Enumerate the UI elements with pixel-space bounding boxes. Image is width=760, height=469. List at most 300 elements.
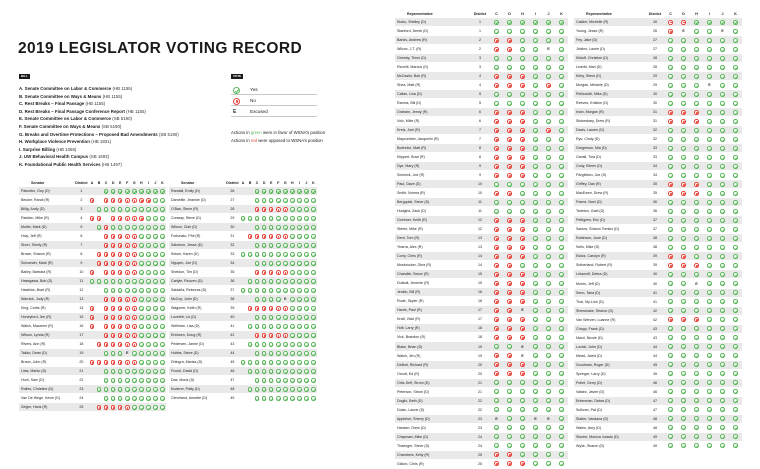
vote-cell bbox=[303, 223, 310, 232]
legislator-name: Jenkin, Bill (R) bbox=[395, 288, 470, 297]
vote-cell bbox=[124, 394, 131, 403]
vote-cell bbox=[516, 126, 529, 135]
yes-vote-icon bbox=[283, 342, 288, 347]
vote-cell bbox=[303, 313, 310, 322]
vote-cell bbox=[254, 241, 261, 250]
legislator-name: Valdez, Javier (D) bbox=[574, 387, 646, 396]
legislator-name: Entenman, Debra (D) bbox=[574, 396, 646, 405]
yes-vote-icon bbox=[720, 38, 725, 43]
vote-cell bbox=[261, 367, 268, 376]
legislator-name: Stonier, Monica Jurado (D) bbox=[574, 432, 646, 441]
vote-cell bbox=[516, 108, 529, 117]
vote-cell bbox=[289, 232, 296, 241]
yes-vote-icon bbox=[546, 281, 551, 286]
vote-cell bbox=[516, 252, 529, 261]
vote-cell bbox=[289, 241, 296, 250]
vote-cell bbox=[729, 360, 742, 369]
yes-vote-icon bbox=[559, 443, 564, 448]
vote-cell bbox=[542, 45, 555, 54]
vote-cell bbox=[247, 394, 254, 403]
vote-cell bbox=[159, 214, 166, 223]
legislator-name: Davis, Lauren (D) bbox=[574, 126, 646, 135]
yes-vote-icon bbox=[118, 378, 123, 383]
legislator-name: Dolan, Laurie (D) bbox=[395, 405, 470, 414]
vote-cell bbox=[677, 135, 690, 144]
no-vote-icon bbox=[494, 110, 499, 115]
vote-cell bbox=[247, 259, 254, 268]
vote-cell bbox=[516, 315, 529, 324]
yes-vote-icon bbox=[153, 207, 158, 212]
vote-cell bbox=[152, 322, 159, 331]
yes-vote-icon bbox=[681, 398, 686, 403]
yes-vote-icon bbox=[694, 38, 699, 43]
yes-vote-icon bbox=[139, 333, 144, 338]
vote-cell bbox=[268, 340, 275, 349]
yes-vote-icon bbox=[546, 137, 551, 142]
yes-vote-icon bbox=[681, 362, 686, 367]
yes-vote-icon bbox=[520, 38, 525, 43]
vote-cell bbox=[490, 99, 503, 108]
district-number: 29 bbox=[225, 214, 239, 223]
column-header: A bbox=[90, 180, 94, 185]
yes-vote-icon bbox=[546, 56, 551, 61]
column-header: Senator bbox=[31, 180, 45, 185]
vote-cell bbox=[117, 322, 124, 331]
no-vote-icon bbox=[90, 306, 95, 311]
yes-vote-icon bbox=[104, 351, 109, 356]
vote-cell bbox=[239, 376, 246, 385]
no-vote-icon bbox=[694, 317, 699, 322]
yes-vote-icon bbox=[720, 182, 725, 187]
vote-cell bbox=[677, 369, 690, 378]
vote-cell bbox=[703, 135, 716, 144]
no-vote-icon bbox=[248, 234, 253, 239]
vote-cell bbox=[490, 27, 503, 36]
vote-cell bbox=[529, 396, 542, 405]
vote-cell bbox=[268, 367, 275, 376]
legislator-name: Orwall, Tina (D) bbox=[574, 153, 646, 162]
vote-cell bbox=[96, 286, 103, 295]
yes-vote-icon bbox=[720, 443, 725, 448]
bill-name: Senate Committee on Labor & Commerce bbox=[24, 116, 112, 122]
vote-cell bbox=[96, 187, 103, 196]
district-number: 3 bbox=[470, 54, 490, 63]
vote-cell bbox=[516, 270, 529, 279]
vote-cell bbox=[664, 234, 677, 243]
vote-cell bbox=[555, 459, 568, 468]
yes-vote-icon bbox=[520, 92, 525, 97]
vote-cell bbox=[103, 358, 110, 367]
yes-vote-icon bbox=[255, 351, 260, 356]
yes-vote-icon bbox=[707, 353, 712, 358]
legislator-row bbox=[574, 162, 742, 171]
yes-vote-icon bbox=[290, 342, 295, 347]
legislator-name: Caldier, Michelle (R) bbox=[574, 18, 646, 27]
vote-cell bbox=[124, 376, 131, 385]
yes-vote-icon bbox=[720, 92, 725, 97]
no-vote-icon bbox=[132, 315, 137, 320]
vote-cell bbox=[703, 288, 716, 297]
yes-vote-icon bbox=[546, 74, 551, 79]
vote-cell bbox=[88, 277, 95, 286]
column-header: D bbox=[262, 180, 266, 185]
yes-vote-icon bbox=[118, 369, 123, 374]
no-vote-icon bbox=[668, 254, 673, 259]
vote-cell bbox=[303, 322, 310, 331]
vote-cell bbox=[690, 423, 703, 432]
vote-cell bbox=[152, 223, 159, 232]
yes-vote-icon bbox=[707, 407, 712, 412]
no-vote-icon bbox=[125, 234, 130, 239]
legislator-row bbox=[19, 259, 166, 268]
vote-cell bbox=[159, 277, 166, 286]
vote-cell bbox=[529, 54, 542, 63]
yes-vote-icon bbox=[533, 173, 538, 178]
yes-vote-icon bbox=[139, 369, 144, 374]
no-vote-icon bbox=[507, 335, 512, 340]
vote-cell bbox=[103, 304, 110, 313]
legislator-name: Ortiz-Self, Strom (D) bbox=[395, 378, 470, 387]
vote-cell bbox=[503, 81, 516, 90]
district-number: 38 bbox=[646, 243, 664, 252]
district-number: 32 bbox=[225, 241, 239, 250]
vote-cell bbox=[490, 333, 503, 342]
yes-vote-icon bbox=[520, 56, 525, 61]
legislator-row bbox=[574, 234, 742, 243]
yes-vote-icon bbox=[707, 263, 712, 268]
vote-cell bbox=[690, 279, 703, 288]
yes-vote-icon bbox=[507, 20, 512, 25]
vote-cell bbox=[310, 214, 317, 223]
vote-cell bbox=[261, 196, 268, 205]
vote-cell bbox=[503, 342, 516, 351]
yes-vote-icon bbox=[290, 234, 295, 239]
vote-cell bbox=[145, 313, 152, 322]
no-vote-icon bbox=[520, 272, 525, 277]
legislator-name: Ybarra, Alex (R) bbox=[395, 243, 470, 252]
bill-name: Senate Committee on Labor & Commerce bbox=[24, 86, 112, 91]
vote-cell bbox=[490, 36, 503, 45]
district-number: 36 bbox=[646, 198, 664, 207]
yes-vote-icon bbox=[111, 396, 116, 401]
bill-name: Senate Committee on Ways & Means bbox=[24, 93, 102, 99]
vote-cell bbox=[690, 162, 703, 171]
vote-cell bbox=[542, 198, 555, 207]
legislator-name: Springer, Larry (D) bbox=[574, 369, 646, 378]
yes-vote-icon bbox=[546, 119, 551, 124]
vote-cell bbox=[690, 54, 703, 63]
vote-cell bbox=[96, 376, 103, 385]
vote-cell bbox=[261, 214, 268, 223]
vote-cell bbox=[110, 241, 117, 250]
vote-cell bbox=[117, 286, 124, 295]
yes-vote-icon bbox=[97, 279, 102, 284]
district-number: 25 bbox=[470, 459, 490, 468]
vote-cell bbox=[664, 441, 677, 450]
legislator-row bbox=[169, 385, 317, 394]
vote-cell bbox=[729, 342, 742, 351]
yes-vote-icon bbox=[160, 252, 165, 257]
vote-cell bbox=[555, 90, 568, 99]
district-number: 28 bbox=[225, 205, 239, 214]
vote-cell bbox=[152, 376, 159, 385]
no-vote-icon bbox=[681, 254, 686, 259]
yes-vote-icon bbox=[707, 443, 712, 448]
vote-cell bbox=[677, 288, 690, 297]
no-vote-icon bbox=[520, 119, 525, 124]
vote-cell bbox=[96, 394, 103, 403]
vote-cell bbox=[282, 340, 289, 349]
yes-vote-icon bbox=[668, 425, 673, 430]
vote-cell bbox=[703, 18, 716, 27]
legislator-row bbox=[169, 295, 317, 304]
yes-vote-icon bbox=[559, 164, 564, 169]
yes-vote-icon bbox=[111, 225, 116, 230]
legislator-name: Fortunato, Phil (R) bbox=[169, 232, 225, 241]
vote-cell bbox=[490, 378, 503, 387]
vote-cell bbox=[268, 214, 275, 223]
vote-cell bbox=[716, 72, 729, 81]
vote-cell bbox=[729, 297, 742, 306]
vote-cell bbox=[110, 304, 117, 313]
yes-vote-icon bbox=[720, 425, 725, 430]
yes-vote-icon bbox=[160, 216, 165, 221]
legislator-name: Lovick, John (D) bbox=[574, 342, 646, 351]
yes-vote-icon bbox=[297, 378, 302, 383]
district-number: 33 bbox=[225, 250, 239, 259]
yes-vote-icon bbox=[494, 389, 499, 394]
bill-ref: (HB 1497) bbox=[101, 161, 122, 167]
vote-cell bbox=[247, 313, 254, 322]
yes-vote-icon bbox=[733, 38, 738, 43]
yes-vote-icon bbox=[733, 443, 738, 448]
yes-vote-icon bbox=[559, 146, 564, 151]
no-vote-icon bbox=[104, 297, 109, 302]
vote-legend-icon bbox=[233, 98, 240, 105]
legislator-row bbox=[395, 81, 568, 90]
yes-vote-icon bbox=[546, 425, 551, 430]
column-header: F bbox=[126, 180, 129, 185]
vote-cell bbox=[289, 250, 296, 259]
yes-vote-icon bbox=[694, 173, 699, 178]
legislator-row bbox=[574, 108, 742, 117]
bill-item bbox=[19, 123, 179, 131]
vote-cell bbox=[117, 196, 124, 205]
yes-vote-icon bbox=[153, 369, 158, 374]
yes-vote-icon bbox=[262, 387, 267, 392]
vote-cell bbox=[124, 232, 131, 241]
legislator-row bbox=[574, 432, 742, 441]
vote-cell bbox=[110, 403, 117, 412]
no-vote-icon bbox=[507, 74, 512, 79]
no-vote-icon bbox=[132, 234, 137, 239]
vote-cell bbox=[664, 45, 677, 54]
vote-cell bbox=[296, 322, 303, 331]
legislator-name: Leavitt, Mari (D) bbox=[574, 63, 646, 72]
vote-cell bbox=[310, 385, 317, 394]
vote-cell bbox=[131, 376, 138, 385]
vote-cell bbox=[690, 243, 703, 252]
district-number: 49 bbox=[646, 432, 664, 441]
vote-cell bbox=[103, 295, 110, 304]
yes-vote-icon bbox=[559, 155, 564, 160]
yes-vote-icon bbox=[694, 380, 699, 385]
vote-cell bbox=[677, 378, 690, 387]
vote-cell bbox=[310, 313, 317, 322]
no-vote-icon bbox=[681, 110, 686, 115]
vote-cell bbox=[131, 304, 138, 313]
vote-cell bbox=[516, 279, 529, 288]
vote-cell bbox=[529, 243, 542, 252]
vote-cell bbox=[275, 358, 282, 367]
no-vote-icon bbox=[283, 207, 288, 212]
vote-cell bbox=[664, 252, 677, 261]
vote-cell bbox=[677, 45, 690, 54]
vote-cell bbox=[152, 250, 159, 259]
vote-cell bbox=[159, 187, 166, 196]
vote-cell bbox=[703, 270, 716, 279]
yes-vote-icon bbox=[694, 362, 699, 367]
vote-cell bbox=[716, 45, 729, 54]
yes-vote-icon bbox=[694, 56, 699, 61]
vote-cell bbox=[268, 385, 275, 394]
yes-vote-icon bbox=[146, 189, 151, 194]
vote-cell bbox=[503, 360, 516, 369]
legislator-row bbox=[395, 252, 568, 261]
yes-vote-icon bbox=[733, 164, 738, 169]
yes-vote-icon bbox=[132, 351, 137, 356]
yes-vote-icon bbox=[311, 315, 316, 320]
vote-cell bbox=[516, 99, 529, 108]
vote-cell bbox=[677, 333, 690, 342]
yes-vote-icon bbox=[520, 191, 525, 196]
legislator-row bbox=[395, 198, 568, 207]
no-vote-icon bbox=[507, 308, 512, 313]
district-number: 46 bbox=[646, 387, 664, 396]
district-number: 16 bbox=[470, 297, 490, 306]
yes-vote-icon bbox=[733, 20, 738, 25]
no-vote-icon bbox=[520, 137, 525, 142]
vote-cell bbox=[124, 304, 131, 313]
no-vote-icon bbox=[104, 243, 109, 248]
district-number: 15 bbox=[470, 270, 490, 279]
legislator-row bbox=[169, 196, 317, 205]
legislator-row bbox=[169, 313, 317, 322]
vote-cell bbox=[542, 387, 555, 396]
yes-vote-icon bbox=[153, 270, 158, 275]
district-number: 32 bbox=[646, 135, 664, 144]
yes-vote-icon bbox=[694, 218, 699, 223]
legislator-name: Robinson, June (D) bbox=[574, 234, 646, 243]
vote-cell bbox=[703, 180, 716, 189]
vote-cell bbox=[282, 196, 289, 205]
yes-vote-icon bbox=[255, 243, 260, 248]
yes-vote-icon bbox=[269, 396, 274, 401]
yes-vote-icon bbox=[707, 218, 712, 223]
yes-vote-icon bbox=[494, 380, 499, 385]
legislator-row bbox=[19, 376, 166, 385]
vote-cell bbox=[529, 117, 542, 126]
legislator-row bbox=[395, 99, 568, 108]
yes-vote-icon bbox=[681, 101, 686, 106]
legislator-row bbox=[19, 223, 166, 232]
yes-vote-icon bbox=[694, 344, 699, 349]
vote-cell bbox=[275, 214, 282, 223]
vote-cell bbox=[529, 90, 542, 99]
legislator-row bbox=[395, 216, 568, 225]
vote-cell bbox=[268, 205, 275, 214]
vote-cell bbox=[490, 216, 503, 225]
vote-cell bbox=[239, 331, 246, 340]
no-vote-icon bbox=[132, 270, 137, 275]
yes-vote-icon bbox=[507, 389, 512, 394]
vote-cell bbox=[542, 90, 555, 99]
legislator-name: Brown, Sharon (R) bbox=[19, 250, 74, 259]
vote-cell bbox=[503, 252, 516, 261]
yes-vote-icon bbox=[494, 182, 499, 187]
vote-cell bbox=[296, 286, 303, 295]
vote-cell bbox=[138, 205, 145, 214]
vote-cell bbox=[261, 376, 268, 385]
vote-cell bbox=[88, 367, 95, 376]
district-number: 14 bbox=[470, 252, 490, 261]
vote-cell bbox=[529, 369, 542, 378]
vote-cell bbox=[664, 18, 677, 27]
yes-vote-icon bbox=[269, 216, 274, 221]
no-vote-icon bbox=[507, 146, 512, 151]
vote-cell bbox=[555, 288, 568, 297]
bill-letter: E. bbox=[19, 116, 24, 122]
yes-vote-icon bbox=[733, 155, 738, 160]
district-number: 20 bbox=[470, 369, 490, 378]
vote-cell bbox=[490, 171, 503, 180]
district-number: 13 bbox=[470, 234, 490, 243]
yes-vote-icon bbox=[311, 288, 316, 293]
district-number: 44 bbox=[646, 351, 664, 360]
yes-vote-icon bbox=[681, 344, 686, 349]
yes-vote-icon bbox=[111, 288, 116, 293]
vote-cell bbox=[103, 367, 110, 376]
vote-cell bbox=[110, 313, 117, 322]
vote-cell bbox=[103, 241, 110, 250]
vote-cell bbox=[145, 304, 152, 313]
no-vote-icon bbox=[90, 360, 95, 365]
vote-cell bbox=[555, 342, 568, 351]
vote-cell bbox=[254, 259, 261, 268]
yes-vote-icon bbox=[132, 369, 137, 374]
vote-cell bbox=[542, 54, 555, 63]
district-number: 38 bbox=[225, 295, 239, 304]
legislator-name: Ryu, Cindy (D) bbox=[574, 135, 646, 144]
district-number: 30 bbox=[646, 99, 664, 108]
legislator-name: Doglio, Beth (D) bbox=[395, 396, 470, 405]
vote-cell bbox=[716, 378, 729, 387]
yes-vote-icon bbox=[153, 333, 158, 338]
excused-vote-icon: E bbox=[534, 416, 537, 421]
yes-vote-icon bbox=[681, 74, 686, 79]
no-vote-icon bbox=[507, 362, 512, 367]
vote-cell bbox=[516, 180, 529, 189]
vote-cell bbox=[716, 369, 729, 378]
yes-vote-icon bbox=[520, 65, 525, 70]
vote-cell bbox=[110, 205, 117, 214]
yes-vote-icon bbox=[533, 425, 538, 430]
vote-cell bbox=[529, 342, 542, 351]
vote-cell bbox=[145, 232, 152, 241]
vote-cell bbox=[516, 216, 529, 225]
vote-cell bbox=[254, 196, 261, 205]
legislator-name: Paul, Dave (D) bbox=[395, 180, 470, 189]
